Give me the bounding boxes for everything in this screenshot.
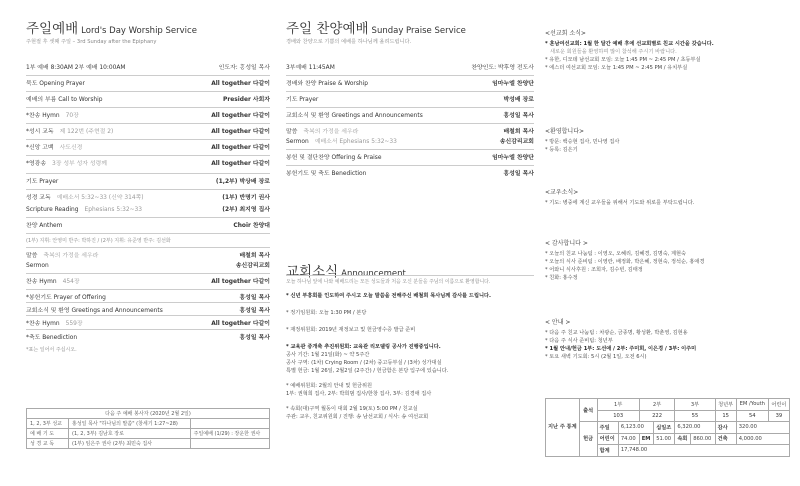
sunday-subtitle: 주현절 후 셋째 주일 – 3rd Sunday after the Epiphany (26, 39, 157, 45)
members-section (545, 187, 790, 207)
announcement-sub-item: 공사 구역: (1차) Crying Room / (2차) 중고등부실 / (3차) 성가대실 (286, 360, 442, 366)
praise-order-item: 기도 Prayer 박성배 장로 (286, 97, 534, 103)
missions-note: 새로운 회원들을 환영하며 많이 참석해 주시기 바랍니다. (550, 49, 677, 55)
offering-cell: 51.00 (654, 433, 675, 445)
order-item: Sermon 송신감리교회 (26, 263, 270, 269)
next-week-cell (190, 439, 269, 449)
missions-item: * 혼남여선교회: 1월 한 달간 예배 후에 선교회별로 친교 시간을 갖습니다. (545, 41, 714, 47)
missions-heading: <선교회 소식> (545, 30, 586, 37)
missions-item: * 에스더 여선교회 모임: 오늘 1:45 PM ~ 2:45 PM / 유치부실 (545, 65, 688, 71)
stats-side-label: 지난 주 통계 (546, 399, 580, 457)
offering-cell: 320.00 (736, 422, 789, 434)
offering-cell: 74.00 (618, 433, 639, 445)
offering-cell: 주일 (597, 422, 618, 434)
stats-header: 3부 (675, 399, 715, 411)
next-week-cell: 홍성일 목사 "하나님의 말씀" (창세기 1:27~28) (69, 419, 191, 429)
sunday-service-title: 주일예배 Lord's Day Worship Service (26, 21, 197, 37)
next-week-cell: 성 경 교 독 (27, 439, 69, 449)
guide-heading: < 안내 > (545, 319, 571, 326)
thanks-heading: < 감사합니다 > (545, 240, 588, 247)
announcement-sub-item: 공사 기간: 1월 21일(화) ~ 약 5주간 (286, 352, 370, 358)
announcement-title: 교회소식 Announcement (286, 264, 406, 280)
offering-total: 17,748.00 (618, 445, 789, 457)
order-item: *축도 Benediction 홍성일 목사 (26, 335, 270, 341)
guide-section (545, 317, 790, 361)
offering-total-label: 합계 (597, 445, 618, 457)
announcement-item: * 교육관 증개축 추진위원회: 교육관 리모델링 공사가 진행중입니다. (286, 344, 441, 350)
announcement-intro: 오늘 하나님 앞에 나와 예배드리는 모든 성도들과 처음 오신 분들을 주님의 이름으로 환영합니다. (286, 279, 491, 285)
announcement-sub-item: 1부: 권혁희 집사, 2부: 박희범 집사/한창 집사, 3부: 김경애 집사 (286, 391, 432, 397)
offering-cell: 어린이 (597, 433, 618, 445)
order-item: 기도 Prayer (1,2부) 박상배 장로 (26, 179, 270, 185)
guide-item: * 다음 주 친교 나눔팀 : 차광순, 금종명, 황성환, 박춘영, 김현용 (545, 330, 688, 336)
offering-cell: 십일조 (654, 422, 675, 434)
guide-item: * 다음 주 식사 준비팀: 청년부 (545, 338, 613, 344)
next-week-cell: 1, 2, 3부 성교 (27, 419, 69, 429)
stats-header: 1부 (597, 399, 639, 411)
announcement-sub-item: 주관: 교우, 친교위원회 / 진행: 송 남선교회 / 식사: 송 여선교회 (286, 414, 429, 420)
guide-item: * 토요 새벽 기도회: 5시 (2월 1일, 오전 6시) (545, 354, 647, 360)
next-week-cell: 주일예배 (1/29) : 장운한 권사 (190, 429, 269, 439)
sunday-service-column (26, 0, 270, 486)
order-item: *찬송 Hymn 70장 All together 다같이 (26, 113, 270, 119)
order-item: *성시 교독 제 122번 (주현절 2) All together 다같이 (26, 129, 270, 135)
praise-order-item: 경배와 찬양 Praise & Worship 임마누엘 찬양단 (286, 81, 534, 87)
praise-order-item: 교회소식 및 환영 Greetings and Announcements 홍성일 목사 (286, 113, 534, 119)
praise-subtitle: 경배와 찬양으로 기쁨의 예배를 하나님께 올려드립니다. (286, 39, 412, 45)
offering-cell: 감사 (715, 422, 736, 434)
stats-header: 어린이 (768, 399, 789, 411)
next-week-cell (190, 419, 269, 429)
offering-cell: 속회 (675, 433, 691, 445)
order-item: 말씀 축복의 가정을 세우라 배철희 목사 (26, 253, 270, 259)
praise-order-item: 봉헌기도 및 축도 Benediction 홍성일 목사 (286, 171, 534, 177)
announcement-item: * 신년 부흥회를 인도하여 주시고 오늘 말씀을 전해주신 배철희 목사님께 감사를 드립니다. (286, 293, 491, 299)
attendance-value: 103 (597, 410, 639, 422)
praise-order-item: Sermon 예배소서 Ephesians 5:32~33 송신감리교회 (286, 139, 534, 145)
order-item: Scripture Reading Ephesians 5:32~33 (2부) 최지영 집사 (26, 207, 270, 213)
stats-header: 청년부 (715, 399, 736, 411)
order-item: 교회소식 및 환영 Greetings and Announcements 홍성일 목사 (26, 308, 270, 314)
next-week-title: 다음 주 예배 봉사자 (2020년 2월 2일) (27, 409, 270, 419)
guide-item: * 1월 안내/헌금 1부: 도선애 / 2부: 주미희, 이은경 / 3부: 이주미 (545, 346, 697, 352)
offering-cell: 6,123.00 (618, 422, 653, 434)
thanks-item: * 어와니 식사후원 : 조희자, 김수빈, 김태정 (545, 267, 643, 273)
members-heading: <교우소식> (545, 189, 579, 196)
welcome-item: * 방문: 백승현 집사, 민나영 집사 (545, 139, 620, 145)
welcome-item: * 등록: 김은기 (545, 147, 578, 153)
next-week-row (27, 439, 270, 449)
order-item: *신앙 고백 사도신경 All together 다같이 (26, 145, 270, 151)
order-item: 성경 교독 예배소서 5:32~33 (신약 314쪽) (1부) 반명기 권사 (26, 195, 270, 201)
attendance-value: 222 (639, 410, 675, 422)
order-item: *영광송 3장 성부 성자 성령께 All together 다같이 (26, 161, 270, 167)
stand-note: *표는 일어서 주십시오. (26, 347, 77, 353)
attendance-label: 출석 (579, 399, 597, 422)
announcement-item: * 속회(대)구역 월동이 대회 2월 19(토) 5:00 PM / 친교실 (286, 406, 418, 412)
order-item: 찬양 Anthem Choir 찬양대 (26, 223, 270, 229)
praise-order-item: 봉헌 및 결단찬양 Offering & Praise 임마누엘 찬양단 (286, 155, 534, 161)
order-item: 찬송 Hymn 454장 All together 다같이 (26, 279, 270, 285)
stats-header: EM /Youth (736, 399, 768, 411)
order-item: *봉헌기도 Prayer of Offering 홍성일 목사 (26, 295, 270, 301)
welcome-heading: <환영합니다> (545, 128, 585, 135)
offering-cell: 4,000.00 (736, 433, 789, 445)
thanks-section (545, 238, 790, 282)
choir-note: (1부) 지휘: 안영미 반주: 박하진 / (2부) 지휘: 유준영 반주: 김선화 (26, 238, 171, 244)
thanks-item: * 오늘의 친교 나눔팀 : 이영오, 오혜리, 김혜경, 김명숙, 계현숙 (545, 251, 687, 257)
praise-service-title: 주일 찬양예배 Sunday Praise Service (286, 21, 466, 37)
announcement-item: * 예배위원회: 2월의 안내 및 헌금위원 (286, 383, 373, 389)
praise-time-row: 3부예배 11:45AM 찬양인도: 박후영 전도사 (286, 65, 534, 71)
thanks-item: * 오늘의 식사 준비팀 : 이영란, 배정화, 박은혜, 정현숙, 정석순, 홍애경 (545, 259, 705, 265)
next-week-servants (26, 408, 270, 449)
next-week-row (27, 419, 270, 429)
announcement-item: * 재정위원회: 2019년 재정보고 및 헌금영수증 발급 준비 (286, 327, 416, 333)
missions-item: * 유한, 디모데 남선교회 모임: 오늘 1:45 PM ~ 2:45 PM / 초등부실 (545, 57, 701, 63)
announcement-list (286, 292, 534, 421)
offering-cell: 6,320.00 (675, 422, 715, 434)
offering-cell: 건축 (715, 433, 736, 445)
news-column (545, 0, 790, 486)
praise-order-item: 말씀 축복의 가정을 세우라 배철희 목사 (286, 129, 534, 135)
attendance-value: 39 (768, 410, 789, 422)
welcome-section (545, 126, 790, 154)
attendance-value: 54 (736, 410, 768, 422)
next-week-row (27, 429, 270, 439)
next-week-cell: (1, 2, 3부) 김남호 장로 (69, 429, 191, 439)
thanks-item: * 친화: 홍수정 (545, 275, 578, 281)
praise-service-column (286, 0, 534, 486)
offering-cell: 860.00 (691, 433, 715, 445)
next-week-cell: (1부) 임은주 권사 (2부) 최민숙 집사 (69, 439, 191, 449)
stats-table (545, 398, 790, 457)
announcement-sub-item: 특별 헌금: 1월 26일, 2월2일 (2주간) / 헌금함은 본당 입구에 있습니다. (286, 368, 449, 374)
offering-cell: EM (639, 433, 653, 445)
offering-label: 헌금 (579, 422, 597, 457)
announcement-item: * 정기임원회: 오늘 1:30 PM / 본당 (286, 310, 367, 316)
order-item: 예배의 부름 Call to Worship Presider 사회자 (26, 97, 270, 103)
order-item: *찬송 Hymn 559장 All together 다같이 (26, 321, 270, 327)
next-week-cell: 예 배 기 도 (27, 429, 69, 439)
attendance-value: 15 (715, 410, 736, 422)
attendance-value: 55 (675, 410, 715, 422)
missions-section (545, 28, 790, 72)
members-item: * 기도: 병중에 계신 교우들을 위해서 기도와 위로를 부탁드립니다. (545, 200, 695, 206)
order-item: 묵도 Opening Prayer All together 다같이 (26, 81, 270, 87)
stats-header: 2부 (639, 399, 675, 411)
sunday-time-row: 1부 예배 8:30AM 2부 예배 10:00AM 인도자: 홍성일 목사 (26, 65, 270, 71)
